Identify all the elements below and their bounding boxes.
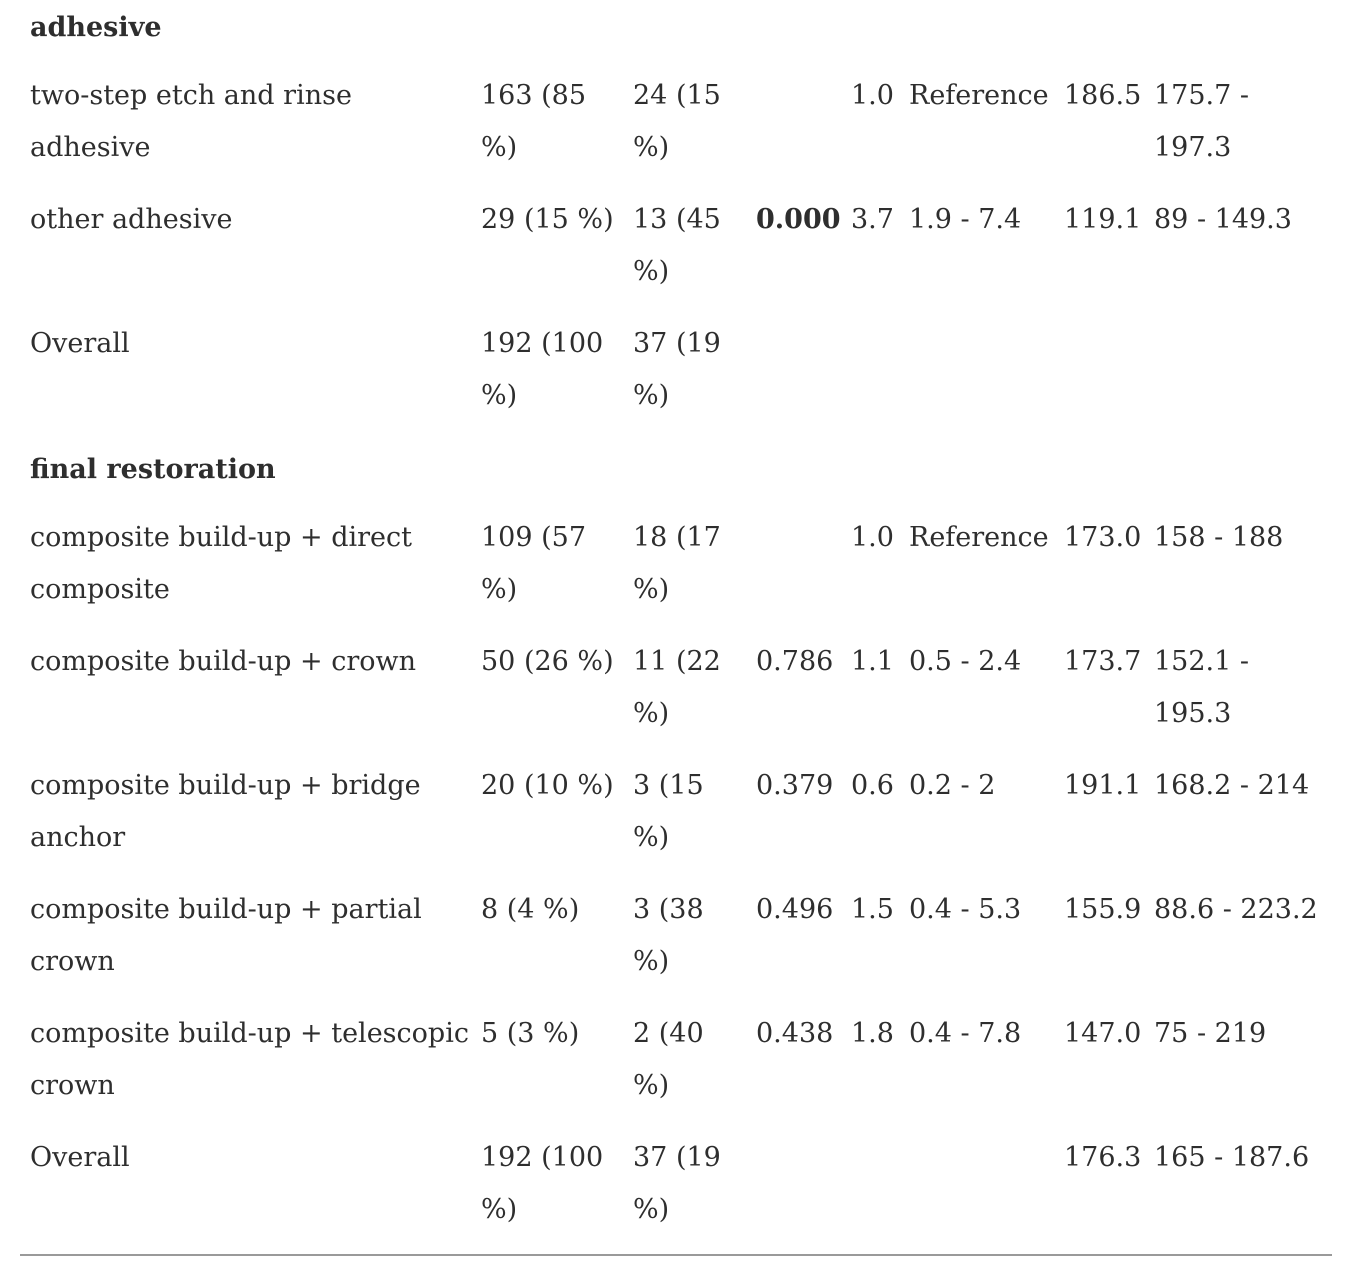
row-label: composite build-up + telescopic crown bbox=[30, 1018, 469, 1101]
hazard-ratio-cell bbox=[841, 318, 899, 442]
mean-survival-ci-cell: 165 - 187.6 bbox=[1154, 1142, 1310, 1173]
p-value-cell bbox=[746, 512, 841, 636]
ci-cell: 1.9 - 7.4 bbox=[909, 204, 1022, 235]
hazard-ratio-cell: 1.0 bbox=[851, 522, 894, 553]
p-value-cell: 0.438 bbox=[756, 1018, 834, 1049]
mean-survival-cell: 155.9 bbox=[1064, 894, 1142, 925]
mean-survival-cell: 119.1 bbox=[1064, 204, 1142, 235]
mean-survival-ci-cell: 152.1 - 195.3 bbox=[1154, 646, 1250, 729]
n-cell: 109 (57 %) bbox=[481, 522, 587, 605]
table-row bbox=[20, 1132, 1332, 1256]
mean-survival-ci-cell: 89 - 149.3 bbox=[1154, 204, 1292, 235]
row-label: composite build-up + bridge anchor bbox=[30, 770, 421, 853]
section-title: final restoration bbox=[30, 454, 276, 485]
hazard-ratio-cell bbox=[841, 1132, 899, 1256]
section-header-row bbox=[20, 0, 1332, 70]
hazard-ratio-cell: 1.1 bbox=[851, 646, 894, 677]
n-cell: 29 (15 %) bbox=[481, 204, 614, 235]
ci-cell: Reference bbox=[909, 522, 1049, 553]
ci-cell bbox=[899, 1132, 1054, 1256]
table-body bbox=[20, 0, 1332, 1256]
n-cell: 20 (10 %) bbox=[481, 770, 614, 801]
n-cell: 192 (100 %) bbox=[481, 328, 604, 411]
events-cell: 37 (19 %) bbox=[633, 328, 721, 411]
events-cell: 24 (15 %) bbox=[633, 80, 721, 163]
ci-cell: 0.5 - 2.4 bbox=[909, 646, 1022, 677]
table-bottom-rule bbox=[20, 1254, 1332, 1256]
table-row bbox=[20, 1008, 1332, 1132]
p-value-cell: 0.496 bbox=[756, 894, 834, 925]
mean-survival-ci-cell bbox=[1144, 318, 1332, 442]
n-cell: 50 (26 %) bbox=[481, 646, 614, 677]
events-cell: 3 (15 %) bbox=[633, 770, 704, 853]
p-value-cell: 0.379 bbox=[756, 770, 834, 801]
mean-survival-cell: 147.0 bbox=[1064, 1018, 1142, 1049]
mean-survival-cell bbox=[1054, 318, 1144, 442]
table-row bbox=[20, 318, 1332, 442]
mean-survival-ci-cell: 88.6 - 223.2 bbox=[1154, 894, 1318, 925]
hazard-ratio-cell: 1.0 bbox=[851, 80, 894, 111]
ci-cell: Reference bbox=[909, 80, 1049, 111]
table-row bbox=[20, 70, 1332, 194]
events-cell: 11 (22 %) bbox=[633, 646, 721, 729]
p-value-cell: 0.786 bbox=[756, 646, 834, 677]
mean-survival-ci-cell: 168.2 - 214 bbox=[1154, 770, 1310, 801]
events-cell: 13 (45 %) bbox=[633, 204, 721, 287]
section-header-row bbox=[20, 442, 1332, 512]
n-cell: 163 (85 %) bbox=[481, 80, 587, 163]
n-cell: 8 (4 %) bbox=[481, 894, 580, 925]
row-label: two-step etch and rinse adhesive bbox=[30, 80, 352, 163]
row-label: Overall bbox=[30, 1142, 130, 1173]
row-label: Overall bbox=[30, 328, 130, 359]
ci-cell: 0.2 - 2 bbox=[909, 770, 996, 801]
row-label: composite build-up + partial crown bbox=[30, 894, 422, 977]
table-container bbox=[20, 0, 1332, 1256]
table-row bbox=[20, 884, 1332, 1008]
p-value-cell: 0.000 bbox=[756, 204, 841, 235]
table-row bbox=[20, 760, 1332, 884]
mean-survival-cell: 173.7 bbox=[1064, 646, 1142, 677]
table-row bbox=[20, 512, 1332, 636]
table-row bbox=[20, 194, 1332, 318]
events-cell: 37 (19 %) bbox=[633, 1142, 721, 1225]
events-cell: 2 (40 %) bbox=[633, 1018, 704, 1101]
mean-survival-ci-cell: 75 - 219 bbox=[1154, 1018, 1267, 1049]
mean-survival-cell: 176.3 bbox=[1064, 1142, 1142, 1173]
row-label: composite build-up + crown bbox=[30, 646, 417, 677]
hazard-ratio-cell: 1.5 bbox=[851, 894, 894, 925]
n-cell: 5 (3 %) bbox=[481, 1018, 580, 1049]
mean-survival-ci-cell: 175.7 - 197.3 bbox=[1154, 80, 1250, 163]
hazard-ratio-cell: 0.6 bbox=[851, 770, 894, 801]
mean-survival-ci-cell: 158 - 188 bbox=[1154, 522, 1284, 553]
n-cell: 192 (100 %) bbox=[481, 1142, 604, 1225]
p-value-cell bbox=[746, 318, 841, 442]
results-table bbox=[20, 0, 1332, 1256]
table-row bbox=[20, 636, 1332, 760]
hazard-ratio-cell: 1.8 bbox=[851, 1018, 894, 1049]
mean-survival-cell: 173.0 bbox=[1064, 522, 1142, 553]
events-cell: 3 (38 %) bbox=[633, 894, 704, 977]
events-cell: 18 (17 %) bbox=[633, 522, 721, 605]
ci-cell: 0.4 - 5.3 bbox=[909, 894, 1022, 925]
ci-cell bbox=[899, 318, 1054, 442]
row-label: composite build-up + direct composite bbox=[30, 522, 413, 605]
row-label: other adhesive bbox=[30, 204, 233, 235]
mean-survival-cell: 186.5 bbox=[1064, 80, 1142, 111]
section-title: adhesive bbox=[30, 12, 162, 43]
hazard-ratio-cell: 3.7 bbox=[851, 204, 894, 235]
mean-survival-cell: 191.1 bbox=[1064, 770, 1142, 801]
p-value-cell bbox=[746, 70, 841, 194]
p-value-cell bbox=[746, 1132, 841, 1256]
ci-cell: 0.4 - 7.8 bbox=[909, 1018, 1022, 1049]
